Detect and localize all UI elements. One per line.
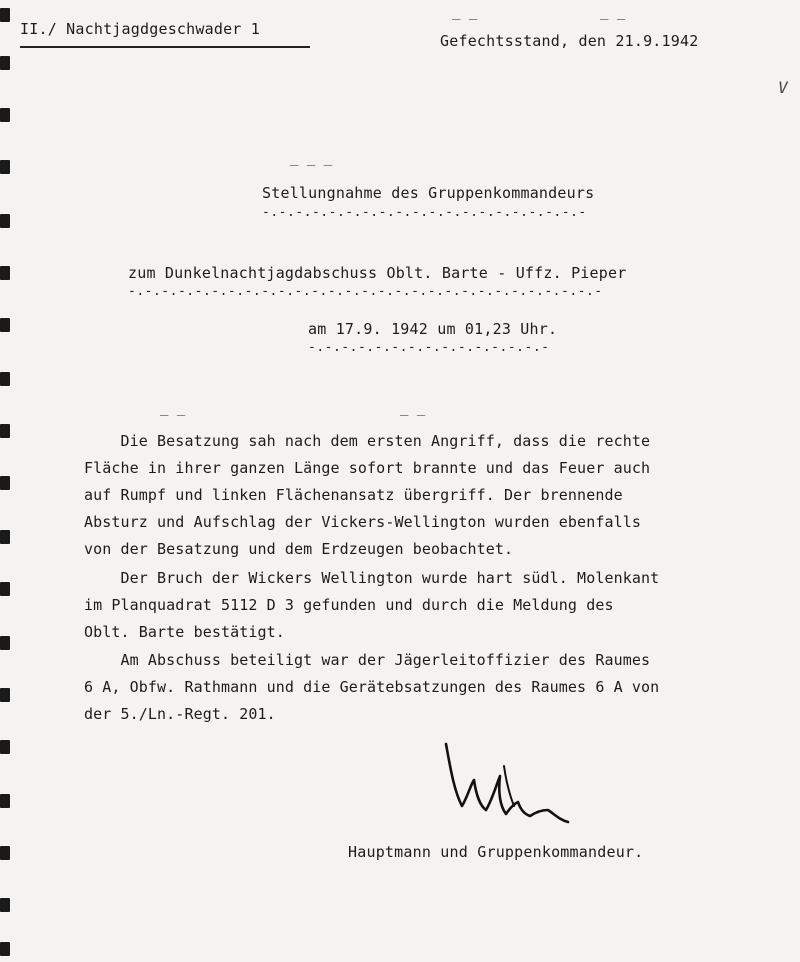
punch-hole: [0, 476, 10, 490]
binder-punch-strip: [0, 0, 14, 962]
body-line: im Planquadrat 5112 D 3 gefunden und durch die Meldung des: [84, 596, 614, 614]
unit-underline: [20, 46, 310, 48]
document-subject: zum Dunkelnachtjagdabschuss Oblt. Barte - Uffz. Pieper: [128, 264, 627, 282]
punch-hole: [0, 266, 10, 280]
place-and-date: Gefechtsstand, den 21.9.1942: [440, 32, 699, 50]
body-line: der 5./Ln.-Regt. 201.: [84, 705, 276, 723]
handwritten-signature: [440, 736, 580, 836]
punch-hole: [0, 372, 10, 386]
punch-hole: [0, 318, 10, 332]
body-line: 6 A, Obfw. Rathmann und die Gerätebsatzungen des Raumes 6 A von: [84, 678, 660, 696]
punch-hole: [0, 214, 10, 228]
punch-hole: [0, 8, 10, 22]
punch-hole: [0, 160, 10, 174]
stray-mark: _ _: [452, 4, 478, 20]
punch-hole: [0, 636, 10, 650]
punch-hole: [0, 424, 10, 438]
body-line: Fläche in ihrer ganzen Länge sofort brannte und das Feuer auch: [84, 459, 651, 477]
punch-hole: [0, 942, 10, 956]
body-line: von der Besatzung und dem Erdzeugen beobachtet.: [84, 540, 514, 558]
punch-hole: [0, 794, 10, 808]
stray-mark: _ _ _: [290, 150, 333, 166]
signature-title: Hauptmann und Gruppenkommandeur.: [348, 843, 644, 861]
stray-mark: _ _: [160, 400, 186, 416]
check-mark: V: [778, 78, 788, 97]
body-line: Oblt. Barte bestätigt.: [84, 623, 285, 641]
punch-hole: [0, 740, 10, 754]
document-title: Stellungnahme des Gruppenkommandeurs: [262, 184, 595, 202]
body-line: Der Bruch der Wickers Wellington wurde hart südl. Molenkant: [84, 569, 660, 587]
body-line: Absturz und Aufschlag der Vickers-Wellington wurden ebenfalls: [84, 513, 641, 531]
punch-hole: [0, 56, 10, 70]
punch-hole: [0, 846, 10, 860]
title-underline: -.-.-.-.-.-.-.-.-.-.-.-.-.-.-.-.-.-.-.-: [262, 205, 587, 220]
punch-hole: [0, 530, 10, 544]
stray-mark: _ _: [600, 4, 626, 20]
unit-designation: II./ Nachtjagdgeschwader 1: [20, 20, 260, 38]
body-line: Am Abschuss beteiligt war der Jägerleitoffizier des Raumes: [84, 651, 651, 669]
punch-hole: [0, 582, 10, 596]
punch-hole: [0, 898, 10, 912]
punch-hole: [0, 108, 10, 122]
subject-underline: -.-.-.-.-.-.-.-.-.-.-.-.-.-.-.-.-.-.-.-.-.-.-.-.-.-.-.-.-: [128, 284, 603, 299]
date-underline: -.-.-.-.-.-.-.-.-.-.-.-.-.-.-: [308, 340, 550, 355]
body-line: auf Rumpf und linken Flächenansatz übergriff. Der brennende: [84, 486, 623, 504]
stray-mark: _ _: [400, 400, 426, 416]
punch-hole: [0, 688, 10, 702]
incident-date: am 17.9. 1942 um 01,23 Uhr.: [308, 320, 558, 338]
body-line: Die Besatzung sah nach dem ersten Angriff, dass die rechte: [84, 432, 651, 450]
